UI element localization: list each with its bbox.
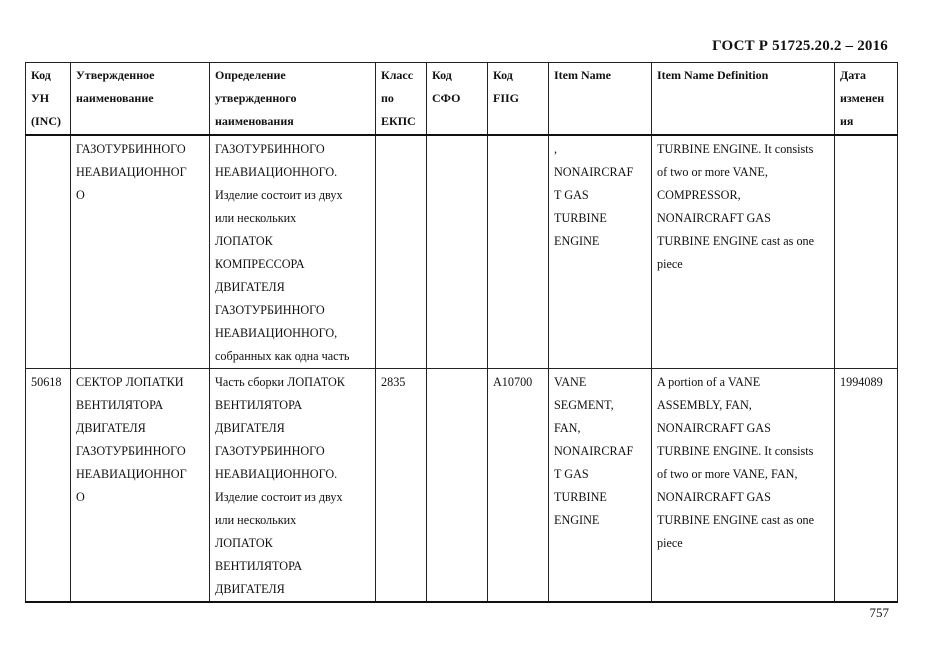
table-header-row [26,63,898,136]
column-header-change-date: Дата изменен ия [835,63,898,136]
cell-approved-name: СЕКТОР ЛОПАТКИ ВЕНТИЛЯТОРА ДВИГАТЕЛЯ ГАЗОТУРБИННОГО НЕАВИАЦИОННОГ О [71,369,210,603]
cell-sfo-code [427,135,488,369]
table-row [26,369,898,603]
cell-item-name: VANE SEGMENT, FAN, NONAIRCRAF T GAS TURBINE ENGINE [549,369,652,603]
column-header-sfo-code: Код СФО [427,63,488,136]
cell-definition: Часть сборки ЛОПАТОК ВЕНТИЛЯТОРА ДВИГАТЕЛЯ ГАЗОТУРБИННОГО НЕАВИАЦИОННОГО. Изделие состоит из двух или нескольких ЛОПАТОК ВЕНТИЛЯТОРА ДВИГАТЕЛЯ [210,369,376,603]
column-header-definition: Определение утвержденного наименования [210,63,376,136]
cell-item-name-definition: A portion of a VANE ASSEMBLY, FAN, NONAIRCRAFT GAS TURBINE ENGINE. It consists of two or more VANE, FAN, NONAIRCRAFT GAS TURBINE ENGINE cast as one piece [652,369,835,603]
cell-item-name: , NONAIRCRAF T GAS TURBINE ENGINE [549,135,652,369]
document-standard-header: ГОСТ Р 51725.20.2 – 2016 [712,38,888,54]
cell-definition: ГАЗОТУРБИННОГО НЕАВИАЦИОННОГО. Изделие состоит из двух или нескольких ЛОПАТОК КОМПРЕССОРА ДВИГАТЕЛЯ ГАЗОТУРБИННОГО НЕАВИАЦИОННОГО, собранных как одна часть [210,135,376,369]
cell-approved-name: ГАЗОТУРБИННОГО НЕАВИАЦИОННОГ О [71,135,210,369]
table-row [26,135,898,369]
cell-sfo-code [427,369,488,603]
column-header-inc: Код УН (INC) [26,63,71,136]
cell-inc [26,135,71,369]
cell-change-date: 1994089 [835,369,898,603]
cell-item-name-definition: TURBINE ENGINE. It consists of two or more VANE, COMPRESSOR, NONAIRCRAFT GAS TURBINE ENGINE cast as one piece [652,135,835,369]
cell-inc: 50618 [26,369,71,603]
page-number: 757 [869,605,889,620]
column-header-approved-name: Утвержденное наименование [71,63,210,136]
cell-ekps-class: 2835 [376,369,427,603]
catalog-table [25,62,898,603]
column-header-ekps-class: Класс по ЕКПС [376,63,427,136]
cell-fiig-code: A10700 [488,369,549,603]
column-header-item-name-definition: Item Name Definition [652,63,835,136]
cell-fiig-code [488,135,549,369]
column-header-item-name: Item Name [549,63,652,136]
cell-change-date [835,135,898,369]
column-header-fiig-code: Код FIIG [488,63,549,136]
cell-ekps-class [376,135,427,369]
